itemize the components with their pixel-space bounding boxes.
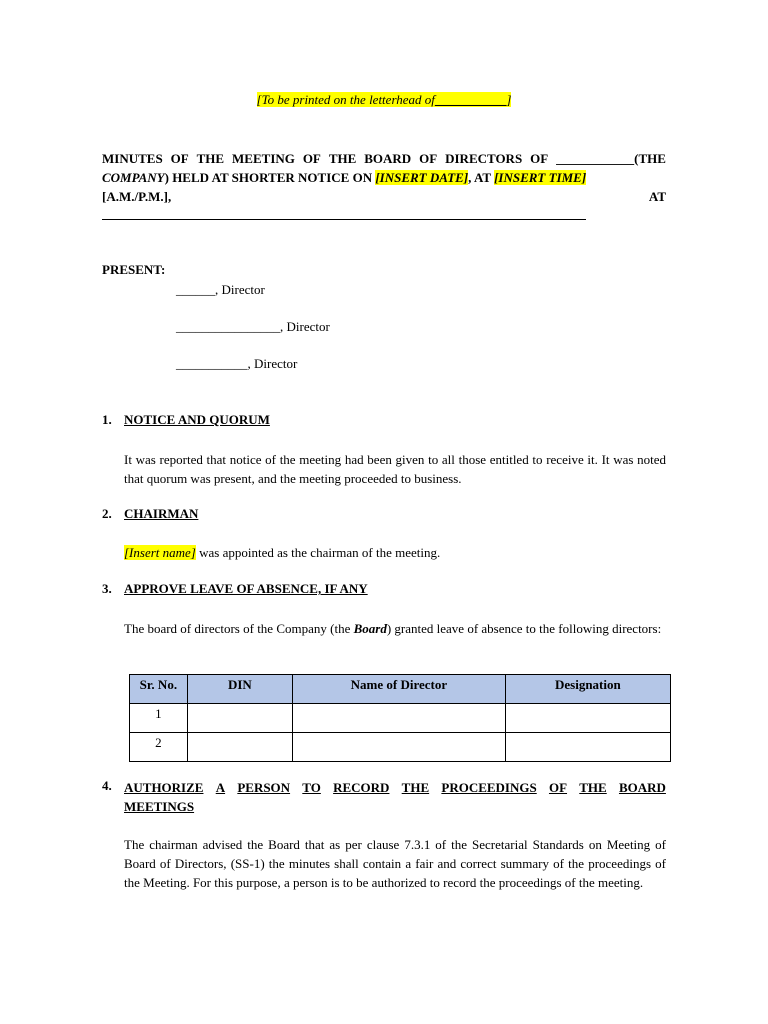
section-4-title-word: OF [548,780,568,795]
section-2-title: CHAIRMAN [124,506,199,521]
title-at: , AT [468,170,495,185]
letterhead-note [0,92,768,108]
letterhead-highlight [257,92,512,107]
title-word: THE [196,151,225,166]
section-1-title: NOTICE AND QUORUM [124,412,270,427]
present-label: PRESENT: [102,262,166,277]
section-4-title-word: TO [302,780,321,795]
table-cell-name [293,704,506,733]
section-3-text-before: The board of directors of the Company (the [124,621,354,636]
section-4-title-word: AUTHORIZE [124,780,204,795]
header-sr-no: Sr. No. [130,675,188,704]
title-word: OF [302,151,321,166]
letterhead-text: [To be printed on the letterhead of [256,92,435,107]
section-4-title-word: THE [579,780,607,795]
board-defined-term: Board [353,621,387,636]
title-word: THE [328,151,357,166]
title-word: DIRECTORS [445,151,523,166]
section-4-text: The chairman advised the Board that as per clause 7.3.1 of the Secretarial Standards on Meeting of Board of Directors, (SS-1) the minutes shall contain a fair and correct summary of the proceedings of the Meeting. For this purpose, a person is to be authorized to record the proceedings of the meeting. [124,837,666,890]
table-cell-designation [505,704,670,733]
table-header-row [130,675,671,704]
leave-of-absence-table [129,674,671,762]
title-word: ____________(THE [556,151,666,166]
title-line-3 [102,187,666,206]
title-company: COMPANY [102,170,165,185]
header-name-of-director: Name of Director [293,675,506,704]
table-cell-designation [505,733,670,762]
section-1-number: 1. [102,412,112,427]
table-cell-name [293,733,506,762]
title-line-2 [102,168,666,187]
title-line-1 [102,149,666,168]
header-din: DIN [187,675,292,704]
section-4-title [124,778,666,816]
title-word: OF [170,151,189,166]
header-designation: Designation [505,675,670,704]
section-3-title: APPROVE LEAVE OF ABSENCE, IF ANY [124,581,368,596]
section-1-text: It was reported that notice of the meeting had been given to all those entitled to receive it. It was noted that quorum was present, and the meeting proceeded to business. [124,452,666,486]
insert-date-placeholder: [INSERT DATE] [375,170,469,185]
director-line-1: ______, Director [176,282,265,297]
insert-name-placeholder: [Insert name] [124,545,196,560]
table-cell-sr-no: 1 [130,704,188,733]
letterhead-close: ] [506,92,512,107]
section-3-number: 3. [102,581,112,596]
director-line-2: ________________, Director [176,319,330,334]
title-word: OF [419,151,438,166]
title-word: BOARD [364,151,412,166]
section-3-text-after: ) granted leave of absence to the following directors: [386,621,662,636]
title-word: MINUTES [102,151,163,166]
section-2-text [124,543,666,562]
title-held-at: ) HELD AT SHORTER NOTICE ON [164,170,376,185]
section-4-title-word: RECORD [333,780,390,795]
table-cell-sr-no: 2 [130,733,188,762]
section-2-number: 2. [102,506,112,521]
minutes-title [102,149,666,220]
section-4-title-word: A [215,780,226,795]
table-cell-din [187,704,292,733]
section-4-title-line-2: MEETINGS [124,799,195,814]
section-4-title-line-1 [124,778,666,797]
section-2-sentence: was appointed as the chairman of the meeting. [195,545,441,560]
title-ampm: [A.M./P.M.], [102,189,172,204]
section-4-title-word: PERSON [237,780,291,795]
table-row [130,733,671,762]
table-cell-din [187,733,292,762]
title-at-right: AT [648,189,666,204]
letterhead-blank: ___________ [434,92,507,107]
section-4-title-word: THE [401,780,430,795]
title-word: OF [530,151,549,166]
title-word: MEETING [232,151,295,166]
table-row [130,704,671,733]
section-4-number: 4. [102,778,112,793]
insert-time-placeholder: [INSERT TIME] [494,170,587,185]
section-3-text [124,619,666,638]
director-line-3: ___________, Director [176,356,298,371]
section-4-title-word: BOARD [618,780,666,795]
section-4-title-word: PROCEEDINGS [441,780,537,795]
venue-blank-line [102,206,586,220]
